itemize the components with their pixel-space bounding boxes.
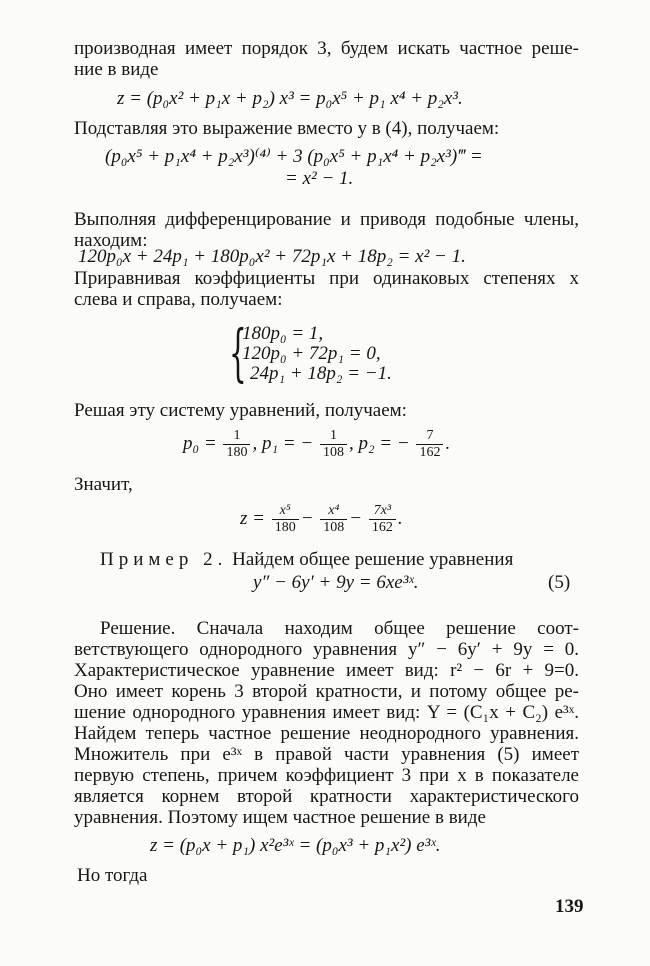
text-line: является корнем второй кратности характеристического — [74, 786, 579, 807]
formula-z-ansatz: z = (p₀x² + p₁x + p₂) x³ = p₀x⁵ + p₁ x⁴ + p₂x³. — [117, 88, 463, 109]
p0-den: 180 — [226, 445, 248, 460]
text-line: ние в виде — [74, 59, 159, 80]
text-line: находим: — [74, 230, 148, 251]
z-term-3 — [369, 503, 396, 536]
text-line: Подставляя это выражение вместо y в (4), получаем: — [74, 118, 500, 139]
system-eq-1: 180p₀ = 1, — [242, 323, 324, 344]
z-term-3-num: 7x³ — [369, 503, 396, 520]
formula-z-solution: z = $\frac{\text{x⁵}}{180}$ − $\frac{\text{x⁴}}{108}$ − $\frac{\text{7x³}}{162}$ . — [240, 503, 403, 535]
text-line: Решение. Сначала находим общее решение соот- — [100, 618, 579, 639]
formula-coefficients: p₀ = $\frac{1}{180}$ , p₁ = − $\frac{1}{108}$ , p₂ = − $\frac{7}{162}$ . — [183, 428, 451, 460]
paragraph-3 — [74, 209, 579, 230]
text-line: Оно имеет корень 3 второй кратности, и потому общее ре- — [74, 681, 579, 702]
z-term-3-den: 162 — [371, 520, 393, 535]
example-text: Найдем общее решение уравнения — [232, 549, 514, 570]
text-line: Найдем теперь частное решение неоднородного уравнения. — [74, 723, 579, 744]
p1-num: 1 — [320, 428, 347, 445]
p2-lhs: p₂ = − — [358, 432, 410, 454]
z-term-2 — [320, 503, 347, 536]
z-term-1 — [272, 503, 299, 536]
p0-num: 1 — [223, 428, 250, 445]
paragraph-4-end — [74, 289, 579, 310]
text-line: Значит, — [74, 474, 133, 495]
p1-lhs: p₁ = − — [261, 432, 314, 454]
p2-fraction — [416, 428, 443, 461]
equation-number: (5) — [548, 572, 571, 593]
formula-substitution-line2: = x² − 1. — [285, 168, 354, 189]
example-equation: y″ − 6y′ + 9y = 6xe³ˣ. — [253, 572, 419, 593]
text-line: уравнения. Поэтому ищем частное решение в виде — [74, 807, 486, 828]
example-heading — [100, 549, 580, 570]
text-line: Выполняя дифференцирование и приводя подобные члены, — [74, 209, 579, 230]
text-line: Множитель при e³ˣ в правой части уравнения (5) имеет — [74, 744, 579, 765]
text-line: Решая эту систему уравнений, получаем: — [74, 400, 407, 421]
formula-particular-solution: z = (p₀x + p₁) x²e³ˣ = (p₀x³ + p₁x²) e³ˣ. — [150, 835, 441, 856]
formula-differentiated: 120p₀x + 24p₁ + 180p₀x² + 72p₁x + 18p₂ = x² − 1. — [78, 246, 466, 267]
solution-paragraph — [74, 618, 579, 807]
text-line: производная имеет порядок 3, будем искать частное реше- — [74, 38, 579, 59]
text-line: Характеристическое уравнение имеет вид: r² − 6r + 9=0. — [74, 660, 579, 681]
z-term-1-den: 180 — [274, 520, 296, 535]
paragraph-6 — [74, 474, 579, 495]
text-line: слева и справа, получаем: — [74, 289, 283, 310]
paragraph-2 — [74, 118, 579, 139]
text-line: первую степень, причем коэффициент 3 при x в показателе — [74, 765, 579, 786]
p2-den: 162 — [419, 445, 441, 460]
p0-lhs: p₀ = — [183, 432, 217, 454]
z-term-2-den: 108 — [323, 520, 345, 535]
text-line: Приравнивая коэффициенты при одинаковых степенях x — [74, 268, 579, 289]
text-line: шение однородного уравнения имеет вид: Y = (C₁x + C₂) e³ˣ. — [74, 702, 579, 723]
solution-paragraph-end — [74, 807, 579, 828]
text-line: ветствующего однородного уравнения y″ − 6y′ + 9y = 0. — [74, 639, 579, 660]
z-term-2-num: x⁴ — [320, 503, 347, 520]
text-line: Но тогда — [77, 865, 148, 886]
formula-substitution-line1: (p₀x⁵ + p₁x⁴ + p₂x³)⁽⁴⁾ + 3 (p₀x⁵ + p₁x⁴ + p₂x³)‴ = — [105, 146, 483, 167]
paragraph-1 — [74, 38, 579, 59]
paragraph-4 — [74, 268, 579, 289]
p1-den: 108 — [322, 445, 344, 460]
paragraph-1-end — [74, 59, 579, 80]
example-label: Пример 2. — [100, 549, 228, 570]
z-term-1-num: x⁵ — [272, 503, 299, 520]
p1-fraction — [320, 428, 347, 461]
system-brace: { — [229, 316, 247, 389]
p2-num: 7 — [416, 428, 443, 445]
z-lhs: z = — [240, 507, 265, 529]
system-eq-3: 24p₁ + 18p₂ = −1. — [250, 363, 392, 384]
paragraph-9 — [77, 865, 582, 886]
p0-fraction — [223, 428, 250, 461]
page-number: 139 — [555, 896, 584, 917]
system-eq-2: 120p₀ + 72p₁ = 0, — [242, 343, 381, 364]
paragraph-5 — [74, 400, 579, 421]
